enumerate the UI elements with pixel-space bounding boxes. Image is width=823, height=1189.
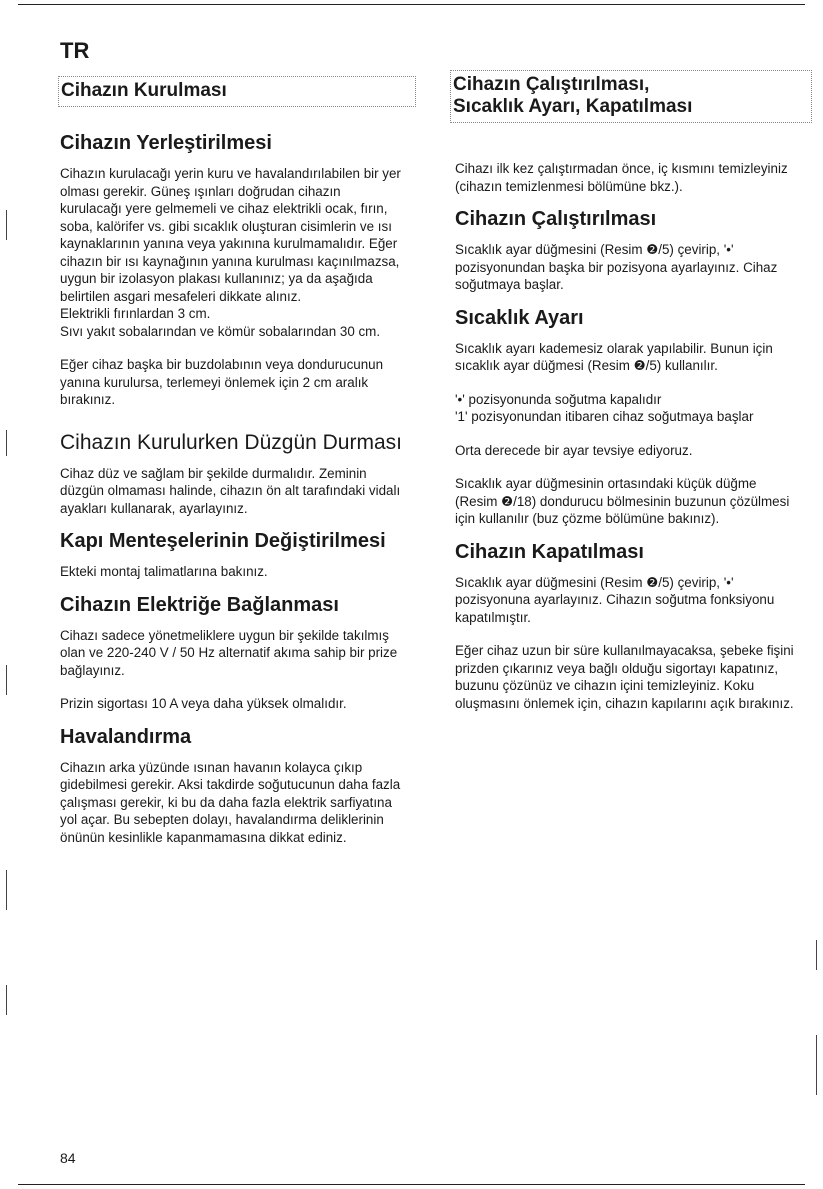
paragraph-placement-1: Cihazın kurulacağı yerin kuru ve havalandırılabilen bir yer olması gerekir. Güneş ışınları doğrudan cihazın kurulacağı yere gelmemeli ve cihaz elektrikli ocak, fırın, soba, kalörifer vs. gibi sıcaklık oluşturan cisimlerin ve ısı kaynaklarının yanına veya yakınına kurulmamalıdır. Eğer cihazın bir ısı kaynağının yanına kurulması kaçınılmazsa, uygun bir izolasyon plakası kullanınız; ya da aşağıda belirtilen asgari mesafeleri dikkate alınız. Elektrikli fırınlardan 3 cm. Sıvı yakıt sobalarından ve kömür sobalarından 30 cm.	[60, 166, 401, 339]
paragraph-electrical-1: Cihazı sadece yönetmeliklere uygun bir şekilde takılmış olan ve 220-240 V / 50 Hz alternatif akıma sahip bir prize bağlayınız.	[60, 627, 398, 678]
paragraph-switch-off-1: Sıcaklık ayar düğmesini (Resim ❷/5) çevirip, '•' pozisyonuna ayarlayınız. Cihazın soğutma fonksiyonu kapatılmıştır.	[455, 574, 775, 625]
paragraph-temperature-1: Sıcaklık ayarı kademesiz olarak yapılabilir. Bunun için sıcaklık ayar düğmesi (Resim ❷/5) kullanılır.	[455, 340, 773, 373]
section-title-leveling: Cihazın Kurulurken Düzgün Durması	[60, 430, 402, 454]
section-title-placement: Cihazın Yerleştirilmesi	[60, 132, 272, 154]
left-column	[60, 131, 402, 862]
margin-mark	[6, 665, 7, 695]
paragraph-temperature-3: Orta derecede bir ayar tevsiye ediyoruz.	[455, 442, 693, 458]
margin-mark	[6, 430, 7, 456]
language-code: TR	[60, 38, 90, 63]
section-title-temperature: Sıcaklık Ayarı	[455, 306, 584, 329]
section-title-ventilation: Havalandırma	[60, 725, 192, 748]
margin-mark	[6, 210, 7, 240]
margin-mark	[816, 940, 817, 970]
section-title-switch-on: Cihazın Çalıştırılması	[455, 208, 657, 230]
bottom-rule	[18, 1184, 805, 1185]
paragraph-electrical-2: Prizin sigortası 10 A veya daha yüksek olmalıdır.	[60, 696, 347, 711]
paragraph-leveling: Cihaz düz ve sağlam bir şekilde durmalıdır. Zeminin düzgün olmaması halinde, cihazın ön alt tarafındaki vidalı ayakları kullanarak, ayarlayınız.	[60, 465, 401, 516]
margin-mark	[816, 1035, 817, 1095]
right-box-heading	[450, 70, 812, 123]
page-number: 84	[60, 1150, 76, 1166]
paragraph-door-hinges: Ekteki montaj talimatlarına bakınız.	[60, 564, 268, 579]
paragraph-switch-off-2: Eğer cihaz uzun bir süre kullanılmayacaksa, şebeke fişini prizden çıkarınız veya bağlı olduğu sigortayı kapatınız, buzunu çözünüz ve cihazın içini temizleyiniz. Koku oluşmasını önlemek için, cihazın kapılarını açık bırakınız.	[455, 643, 794, 711]
margin-mark	[6, 985, 7, 1015]
right-box-heading-line1: Cihazın Çalıştırılması,	[453, 74, 650, 95]
section-title-door-hinges: Kapı Menteşelerinin Değiştirilmesi	[60, 530, 386, 552]
right-box-heading-line2: Sıcaklık Ayarı, Kapatılması	[453, 96, 693, 117]
paragraph-intro: Cihazı ilk kez çalıştırmadan önce, iç kısmını temizleyiniz (cihazın temizlenmesi bölümüne bkz.).	[455, 161, 788, 194]
paragraph-switch-on: Sıcaklık ayar düğmesini (Resim ❷/5) çevirip, '•' pozisyonundan başka bir pozisyona ayarlayınız. Cihaz soğutmaya başlar.	[455, 242, 778, 292]
paragraph-ventilation: Cihazın arka yüzünde ısınan havanın kolayca çıkıp gidebilmesi gerekir. Aksi takdirde soğutucunun daha fazla çalışması gerekir, ki bu da daha fazla elektrik sarfiyatına yol açar. Bu sebepten dolayı, havalandırma deliklerinin önünün kesinlikle kapanmamasına dikkat ediniz.	[60, 759, 401, 845]
right-column	[455, 160, 795, 728]
section-title-switch-off: Cihazın Kapatılması	[455, 540, 644, 563]
paragraph-temperature-2: '•' pozisyonunda soğutma kapalıdır '1' pozisyonundan itibaren cihaz soğutmaya başlar	[455, 391, 754, 424]
section-title-electrical: Cihazın Elektriğe Bağlanması	[60, 593, 339, 616]
paragraph-temperature-4: Sıcaklık ayar düğmesinin ortasındaki küçük düğme (Resim ❷/18) dondurucu bölmesinin buzunun çözülmesi için kullanılır (buz çözme bölümüne bakınız).	[455, 476, 790, 526]
paragraph-placement-2: Eğer cihaz başka bir buzdolabının veya dondurucunun yanına kurulursa, terlemeyi önlemek için 2 cm aralık bırakınız.	[60, 357, 384, 407]
margin-mark	[6, 870, 7, 910]
top-rule	[18, 4, 805, 5]
left-box-heading: Cihazın Kurulması	[58, 76, 416, 107]
